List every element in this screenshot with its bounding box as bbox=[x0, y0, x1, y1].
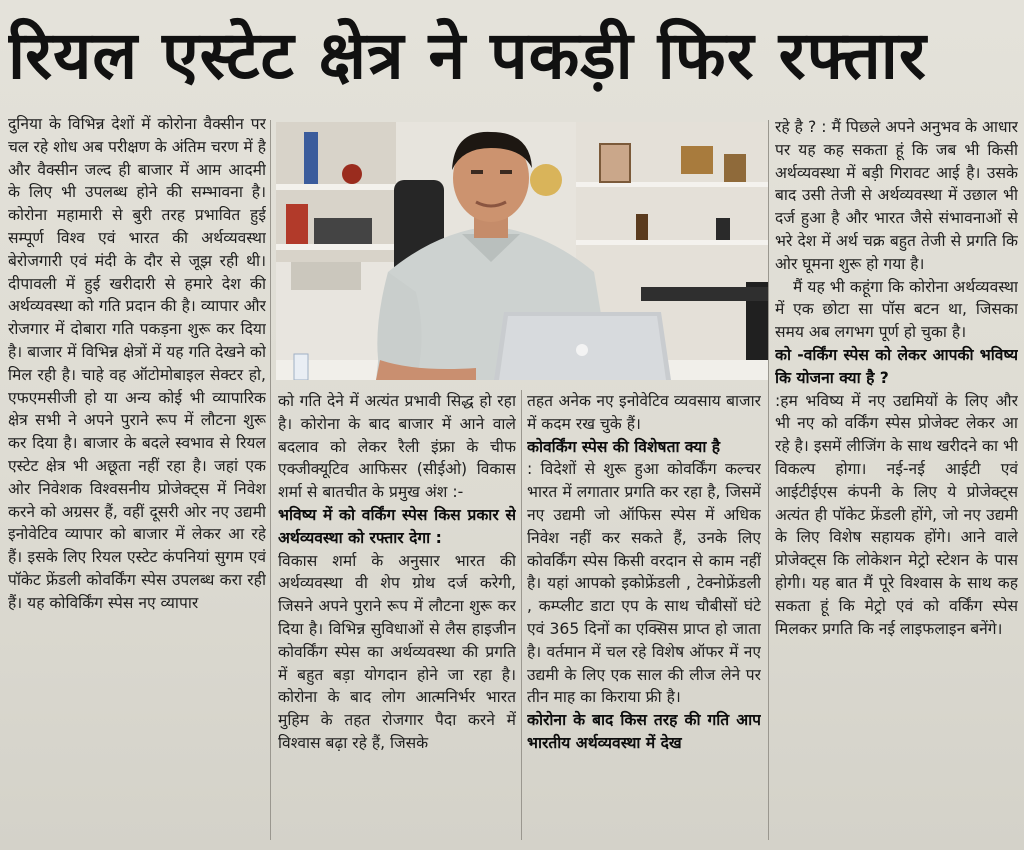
subheading: भविष्य में को वर्किंग स्पेस किस प्रकार से अर्थव्यवस्था को रफ्तार देगा : bbox=[278, 505, 516, 547]
column-divider bbox=[768, 120, 769, 840]
column-divider bbox=[270, 120, 271, 840]
paragraph: मैं यह भी कहूंगा कि कोरोना अर्थव्यवस्था में एक छोटा सा पॉस बटन था, जिसका समय अब लगभग पूर्ण हो चुका है। bbox=[775, 277, 1018, 342]
paragraph: को गति देने में अत्यंत प्रभावी सिद्ध हो रहा है। कोरोना के बाद बाजार में आने वाले बदलाव को लेकर रैली इंफ्रा के चीफ एक्जीक्यूटिव आफिसर (सीईओ) विकास शर्मा से बातचीत के प्रमुख अंश :- bbox=[278, 392, 516, 502]
article-column-4 bbox=[775, 116, 1018, 806]
paragraph: तहत अनेक नए इनोवेटिव व्यवसाय बाजार में कदम रख चुके हैं। bbox=[527, 392, 761, 433]
column-divider bbox=[521, 390, 522, 840]
paragraph: विकास शर्मा के अनुसार भारत की अर्थव्यवस्था वी शेप ग्रोथ दर्ज करेगी, जिसने अपने पुराने रूप में लौटना शुरू कर दिया है। विभिन्न सुविधाओं से लैस हाइजीन कोवर्किंग स्पेस का अर्थव्यवस्था की प्रगति में बहुत बड़ा योगदान होने जा रहा है। कोरोना के बाद लोग आत्मनिर्भर भारत मुहिम के तहत रोजगार पैदा करने में विश्वास बढ़ा रहे हैं, जिसके bbox=[278, 551, 516, 752]
article-column-2 bbox=[278, 390, 516, 845]
subheading: को -वर्किंग स्पेस को लेकर आपकी भविष्य कि योजना क्या है ? bbox=[775, 345, 1018, 387]
paragraph: दुनिया के विभिन्न देशों में कोरोना वैक्सीन पर चल रहे शोध अब परीक्षण के अंतिम चरण में है और वैक्सीन जल्द ही बाजार में आम आदमी के लिए भी उपलब्ध होने की सम्भावना है। कोरोना महामारी से बुरी तरह प्रभावित हुई सम्पूर्ण विश्व एवं भारत की अर्थव्यवस्था बेरोजगारी एवं मंदी के दौर से जूझ रही थी। दीपावली में हुई खरीदारी से हमारे देश की अर्थव्यवस्था को गति प्रदान की है। व्यापार और रोजगार में दोबारा गति पकड़ना शुरू कर दिया है। बाजार में विभिन्न क्षेत्रों में यह गति देखने को मिल रही है। चाहे वह ऑटोमोबाइल सेक्टर हो, एफएमसीजी हो या अन्य कोई भी व्यापारिक क्षेत्र सभी ने अपने पुराने रूप में लौटना शुरू कर दिया है। बाजार के बदले स्वभाव से रियल एस्टेट क्षेत्र भी अछूता नहीं रहा है। जहां एक ओर निवेशक विश्वसनीय प्रोजेक्ट्स में निवेश करने को अग्रसर हैं, वहीं दूसरी ओर नए उद्यमी इनोवेटिव व्यापार को बाजार में लेकर आ रहे हैं। इसके लिए रियल एस्टेट कंपनियां सुगम एवं पॉकेट फ्रेंडली कोवर्किंग स्पेस उपलब्ध करा रही हैं। यह कोविर्किंग स्पेस नए व्यापार bbox=[8, 115, 266, 612]
paragraph: :हम भविष्य में नए उद्यमियों के लिए और भी नए को वर्किंग स्पेस प्रोजेक्ट लेकर आ रहे है। इसमें लीजिंग के साथ खरीदने का भी विकल्प होगा। नई-नई आईटी एवं आईटीईएस कंपनी के लिए ये प्रोजेक्ट्स अत्यंत ही पॉकेट फ्रेंडली होंगे, जो नए उद्यमी के लिए विशेष सहायक होंगे। आने वाले प्रोजेक्ट्स कि लोकेशन मेट्रो स्टेशन के पास होगी। यह बात मैं पूरे विश्वास के साथ कह सकता हूं कि मेट्रो एवं को वर्किंग स्पेस मिलकर प्रगति कि नई लाइफलाइन बनेंगे। bbox=[775, 391, 1018, 638]
paragraph: रहे है ? : मैं पिछले अपने अनुभव के आधार पर यह कह सकता हूं कि जब भी किसी अर्थव्यवस्था में बड़ी गिरावट आई है। उसके बाद उसी तेजी से अर्थव्यवस्था में उछाल भी दर्ज हुआ है और भारत जैसे संभावनाओं से भरे देश में अर्थ चक्र बहुत तेजी से प्रगति कि ओर घूमना शुरू हो गया है। bbox=[775, 118, 1018, 273]
subheading: कोवर्किंग स्पेस की विशेषता क्या है bbox=[527, 437, 721, 456]
interview-photo bbox=[276, 122, 769, 380]
headline: रियल एस्टेट क्षेत्र ने पकड़ी फिर रफ्तार bbox=[8, 17, 927, 94]
paragraph: : विदेशों से शुरू हुआ कोवर्किंग कल्चर भारत में लगातार प्रगति कर रहा है, जिसमें नए उद्यमी जो ऑफिस स्पेस में अधिक निवेश नहीं कर सकते हैं, उनके लिए कोवर्किंग स्पेस किसी वरदान से काम नहीं है। यहां आपको इकोफ्रेंडली , टेक्नोफ्रेंडली , कम्प्लीट डाटा एप के साथ चौबीसों घंटे एवं 365 दिनों का एक्सिस प्राप्त हो जाता है। वर्तमान में चल रहे विशेष ऑफर में नए उद्यमी के लिए एक साल की लीज लेने पर तीन माह का किराया फ्री है। bbox=[527, 460, 761, 707]
article-column-1 bbox=[8, 113, 266, 843]
article-column-3 bbox=[527, 390, 761, 845]
subheading: कोरोना के बाद किस तरह की गति आप भारतीय अर्थव्यवस्था में देख bbox=[527, 711, 761, 752]
photo-illustration bbox=[276, 122, 769, 380]
